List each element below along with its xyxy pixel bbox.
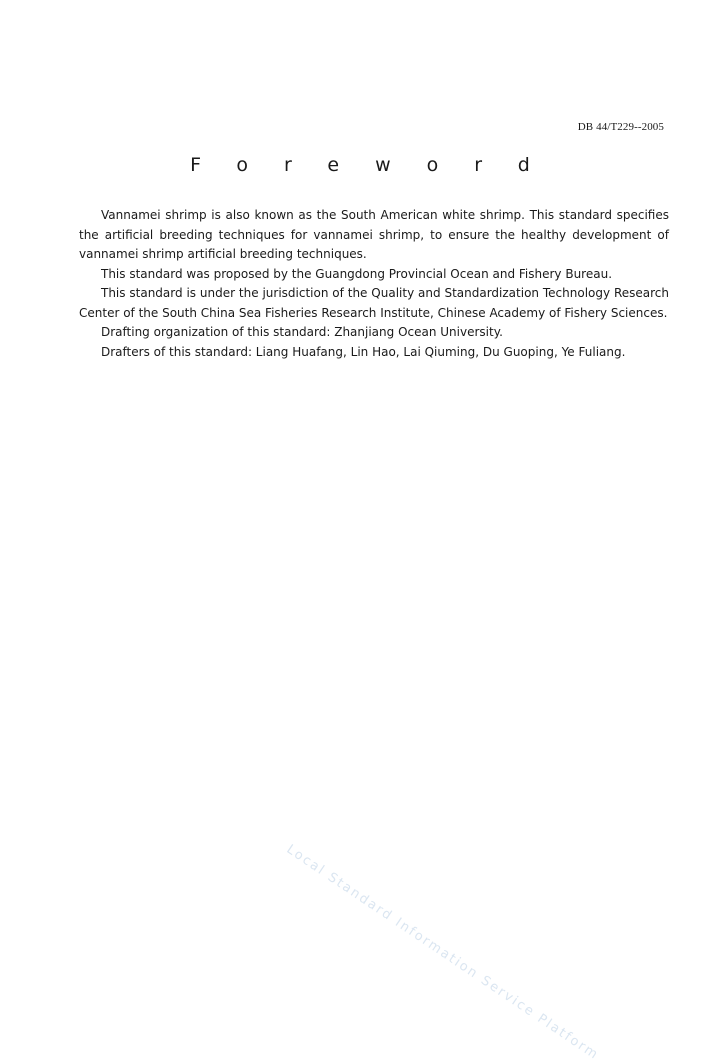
paragraph-jurisdiction: This standard is under the jurisdiction of the Quality and Standardization Technology Research Center of the South China Sea Fisheries Research Institute, Chinese Academy of Fishery Sciences. (79, 286, 669, 320)
paragraph-proposer: This standard was proposed by the Guangdong Provincial Ocean and Fishery Bureau. (101, 266, 613, 281)
standard-code: DB 44/T229--2005 (577, 121, 664, 133)
paragraph-drafters: Drafters of this standard: Liang Huafang, Lin Hao, Lai Qiuming, Du Guoping, Ye Fuliang. (101, 344, 626, 359)
foreword-body (79, 206, 669, 362)
page-title: Foreword (190, 154, 566, 176)
watermark: Local Standard Information Service Platform (283, 842, 602, 1063)
paragraph-intro: Vannamei shrimp is also known as the South American white shrimp. This standard specifies the artificial breeding techniques for vannamei shrimp, to ensure the healthy development of vannamei shrimp artificial breeding techniques. (79, 208, 669, 261)
paragraph-drafting-unit: Drafting organization of this standard: Zhanjiang Ocean University. (101, 325, 503, 339)
